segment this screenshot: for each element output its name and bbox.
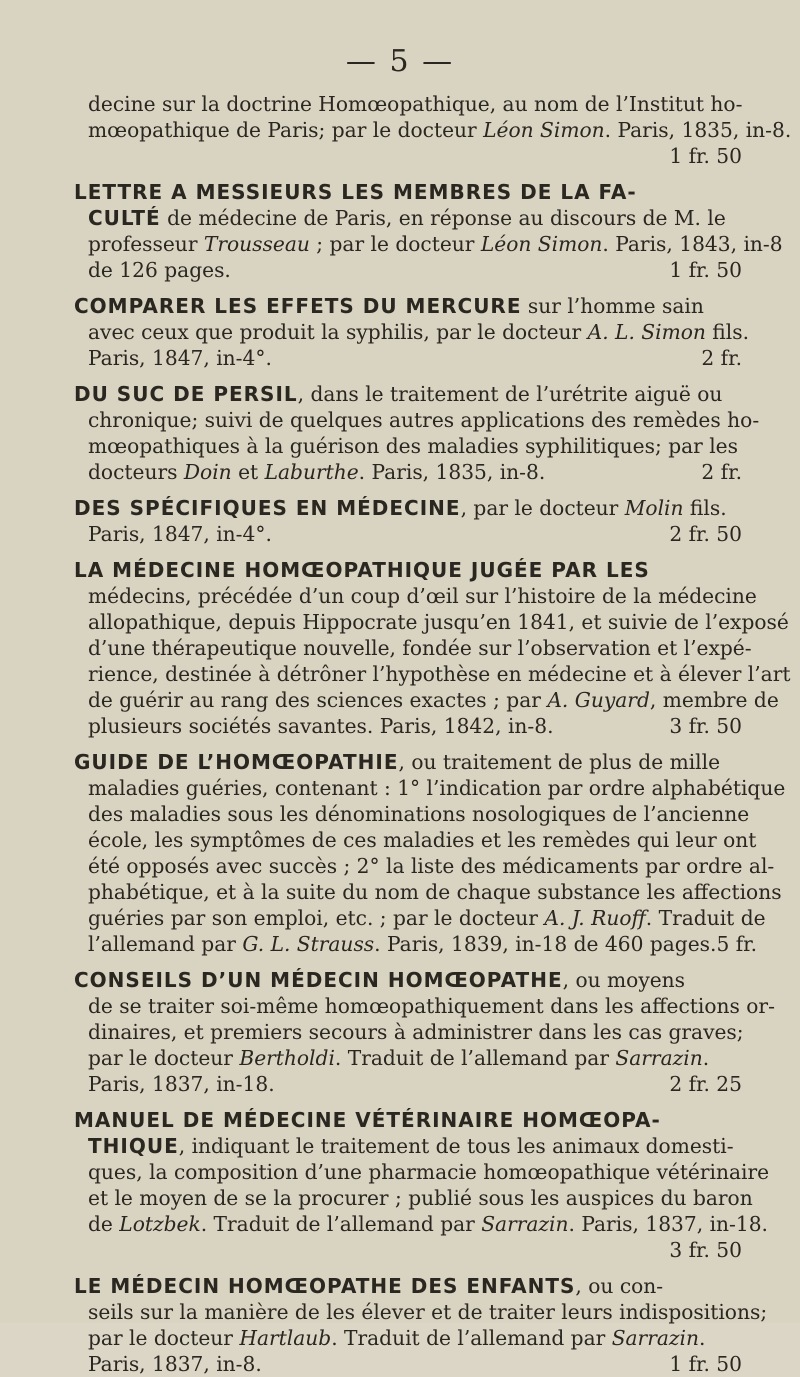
entry-line: [88, 687, 779, 713]
author-name: A. L. Simon: [587, 320, 706, 344]
catalog-entry-lettre: [74, 179, 783, 283]
entry-title: DU SUC DE PERSIL: [74, 382, 298, 406]
entry-line: rience, destinée à détrôner l’hypothèse en médecine et à élever l’art: [88, 662, 791, 686]
entry-line: [74, 967, 742, 993]
entry-line: [88, 1351, 742, 1377]
entry-text: , dans le traitement de l’urétrite aiguë ou: [297, 382, 723, 406]
entry-line: [88, 345, 742, 371]
entry-line: [88, 1071, 742, 1097]
entry-line: [88, 931, 758, 957]
entry-line: [88, 231, 783, 257]
catalog-entry-guide: [74, 749, 786, 957]
entry-line: [88, 205, 742, 231]
entry-text: de guérir au rang des sciences exactes ; par: [88, 688, 548, 712]
catalog-entry-manuel-veterinaire: [74, 1107, 770, 1263]
entry-title: COMPARER LES EFFETS DU MERCURE: [74, 294, 522, 318]
entry-title: LETTRE A MESSIEURS LES MEMBRES DE LA FA-: [74, 180, 637, 204]
entry-line: [74, 749, 742, 775]
entry-text: guéries par son emploi, etc. ; par le docteur: [88, 906, 545, 930]
entry-text: Paris, 1837, in-8.: [88, 1352, 262, 1376]
entry-text: l’allemand par: [88, 932, 243, 956]
entry-text: fils.: [705, 320, 749, 344]
entry-text: .: [698, 1326, 706, 1350]
entry-price: 1 fr. 50: [669, 258, 742, 282]
page-number: — 5 —: [345, 44, 455, 79]
entry-text: Paris, 1847, in-4°.: [88, 346, 272, 370]
entry-text: , membre de: [649, 688, 779, 712]
entry-price: 2 fr. 50: [669, 522, 742, 546]
entry-price: 5 fr.: [716, 932, 758, 956]
entry-text: par le docteur: [88, 1326, 240, 1350]
entry-title: LE MÉDECIN HOMŒOPATHE DES ENFANTS: [74, 1274, 576, 1298]
entry-title: CONSEILS D’UN MÉDECIN HOMŒOPATHE: [74, 968, 563, 992]
entry-line: decine sur la doctrine Homœopathique, au nom de l’Institut ho-: [88, 92, 743, 116]
entry-text: et: [231, 460, 265, 484]
entry-text: professeur: [88, 232, 204, 256]
entry-line: [88, 257, 742, 283]
catalog-entry-medecine-jugee: [74, 557, 791, 739]
entry-text: fils.: [683, 496, 727, 520]
entry-line: [88, 117, 792, 143]
author-name: Sarrazin: [611, 1326, 699, 1350]
entry-text: . Paris, 1837, in-18.: [568, 1212, 768, 1236]
entry-line: [88, 319, 749, 345]
entry-line: [74, 1273, 742, 1299]
entry-title: LA MÉDECINE HOMŒOPATHIQUE JUGÉE PAR LES: [74, 558, 650, 582]
entry-line: [88, 713, 742, 739]
entry-text: . Traduit de: [645, 906, 766, 930]
entry-text: mœopathique de Paris; par le docteur: [88, 118, 484, 142]
entry-text: ; par le docteur: [309, 232, 481, 256]
entry-line: [88, 1325, 742, 1351]
author-name: Lotzbek: [119, 1212, 201, 1236]
entry-price: 1 fr. 50: [669, 1352, 742, 1376]
entry-text: , ou traitement de plus de mille: [398, 750, 721, 774]
entry-text: Paris, 1837, in-18.: [88, 1072, 275, 1096]
entry-line: [88, 1211, 768, 1237]
entry-line: été opposés avec succès ; 2° la liste des médicaments par ordre al-: [88, 854, 775, 878]
entry-line: seils sur la manière de les élever et de traiter leurs indispositions;: [88, 1300, 768, 1324]
entry-line: et le moyen de se la procurer ; publié sous les auspices du baron: [88, 1186, 753, 1210]
entry-line: mœopathiques à la guérison des maladies syphilitiques; par les: [88, 434, 738, 458]
entry-line: [88, 459, 742, 485]
entry-line: de se traiter soi-même homœopathiquement dans les affections or-: [88, 994, 775, 1018]
entry-line: [88, 1133, 742, 1159]
author-name: Trousseau: [203, 232, 310, 256]
entry-price: 2 fr.: [701, 346, 742, 370]
entry-text: . Paris, 1839, in-18 de 460 pages.: [374, 932, 717, 956]
entry-line: [88, 1045, 742, 1071]
entry-price: 3 fr. 50: [669, 1238, 742, 1262]
author-name: A. Guyard: [547, 688, 650, 712]
catalog-entry-medecin-enfants: [74, 1273, 768, 1377]
entry-text: docteurs: [88, 460, 184, 484]
author-name: Sarrazin: [481, 1212, 569, 1236]
entry-line: [88, 521, 742, 547]
entry-line: maladies guéries, contenant : 1° l’indication par ordre alphabétique: [88, 776, 786, 800]
entry-text: . Traduit de l’allemand par: [334, 1046, 616, 1070]
author-name: Sarrazin: [615, 1046, 703, 1070]
entry-text: , indiquant le traitement de tous les animaux domesti-: [178, 1134, 734, 1158]
catalog-entry-specifiques: [74, 495, 742, 547]
entry-text: , ou con-: [575, 1274, 664, 1298]
entry-line: allopathique, depuis Hippocrate jusqu’en 1841, et suivie de l’exposé: [88, 610, 789, 634]
entry-price: 2 fr.: [701, 460, 742, 484]
entry-line: phabétique, et à la suite du nom de chaque substance les affections: [88, 880, 782, 904]
entry-text: , ou moyens: [562, 968, 686, 992]
author-name: Molin: [624, 496, 684, 520]
author-name: Hartlaub: [239, 1326, 332, 1350]
entry-title: THIQUE: [88, 1134, 179, 1158]
entry-line: chronique; suivi de quelques autres applications des remèdes ho-: [88, 408, 760, 432]
author-name: G. L. Strauss: [242, 932, 375, 956]
author-name: Léon Simon: [483, 118, 605, 142]
catalog-entry-suc-de-persil: [74, 381, 760, 485]
catalog-entry-conseils: [74, 967, 775, 1097]
entry-text: . Traduit de l’allemand par: [331, 1326, 612, 1350]
entry-text: par le docteur: [88, 1046, 240, 1070]
entry-title: MANUEL DE MÉDECINE VÉTÉRINAIRE HOMŒOPA-: [74, 1108, 661, 1132]
entry-title: DES SPÉCIFIQUES EN MÉDECINE: [74, 496, 461, 520]
entry-line: [74, 293, 742, 319]
entry-text: de médecine de Paris, en réponse au discours de M. le: [160, 206, 726, 230]
entry-text: de 126 pages.: [88, 258, 231, 282]
entry-text: . Paris, 1843, in-8: [602, 232, 783, 256]
entry-line: [88, 905, 766, 931]
catalog-entry-comparer: [74, 293, 749, 371]
entry-text: sur l’homme sain: [521, 294, 704, 318]
entry-title: CULTÉ: [88, 206, 161, 230]
entry-line: d’une thérapeutique nouvelle, fondée sur l’observation et l’expé-: [88, 636, 752, 660]
entry-text: [88, 459, 545, 485]
entry-price: 1 fr. 50: [669, 144, 742, 168]
author-name: Doin: [183, 460, 232, 484]
catalog-entry-intro: [88, 91, 792, 169]
entry-line: dinaires, et premiers secours à administrer dans les cas graves;: [88, 1020, 744, 1044]
author-name: Laburthe: [264, 460, 359, 484]
entry-text: . Paris, 1835, in-8.: [604, 118, 792, 142]
entry-price: 2 fr. 25: [669, 1072, 742, 1096]
author-name: Bertholdi: [239, 1046, 335, 1070]
entry-text: Paris, 1847, in-4°.: [88, 522, 272, 546]
entry-line: [74, 495, 742, 521]
entry-line: [74, 381, 742, 407]
entry-price: 3 fr. 50: [669, 714, 742, 738]
entry-text: de: [88, 1212, 120, 1236]
author-name: A. J. Ruoff: [544, 906, 646, 930]
entry-line: école, les symptômes de ces maladies et les remèdes qui leur ont: [88, 828, 757, 852]
entry-text: .: [702, 1046, 710, 1070]
entry-text: avec ceux que produit la syphilis, par le docteur: [88, 320, 588, 344]
entry-line: ques, la composition d’une pharmacie homœopathique vétérinaire: [88, 1160, 770, 1184]
entry-line: médecins, précédée d’un coup d’œil sur l’histoire de la médecine: [88, 584, 757, 608]
entry-line: des maladies sous les dénominations nosologiques de l’ancienne: [88, 802, 750, 826]
entry-text: . Paris, 1835, in-8.: [358, 460, 546, 484]
author-name: Léon Simon: [480, 232, 603, 256]
entry-title: GUIDE DE L’HOMŒOPATHIE: [74, 750, 399, 774]
entry-text: [88, 931, 716, 957]
entry-text: , par le docteur: [460, 496, 625, 520]
entry-text: . Traduit de l’allemand par: [200, 1212, 482, 1236]
entry-text: plusieurs sociétés savantes. Paris, 1842, in-8.: [88, 714, 554, 738]
